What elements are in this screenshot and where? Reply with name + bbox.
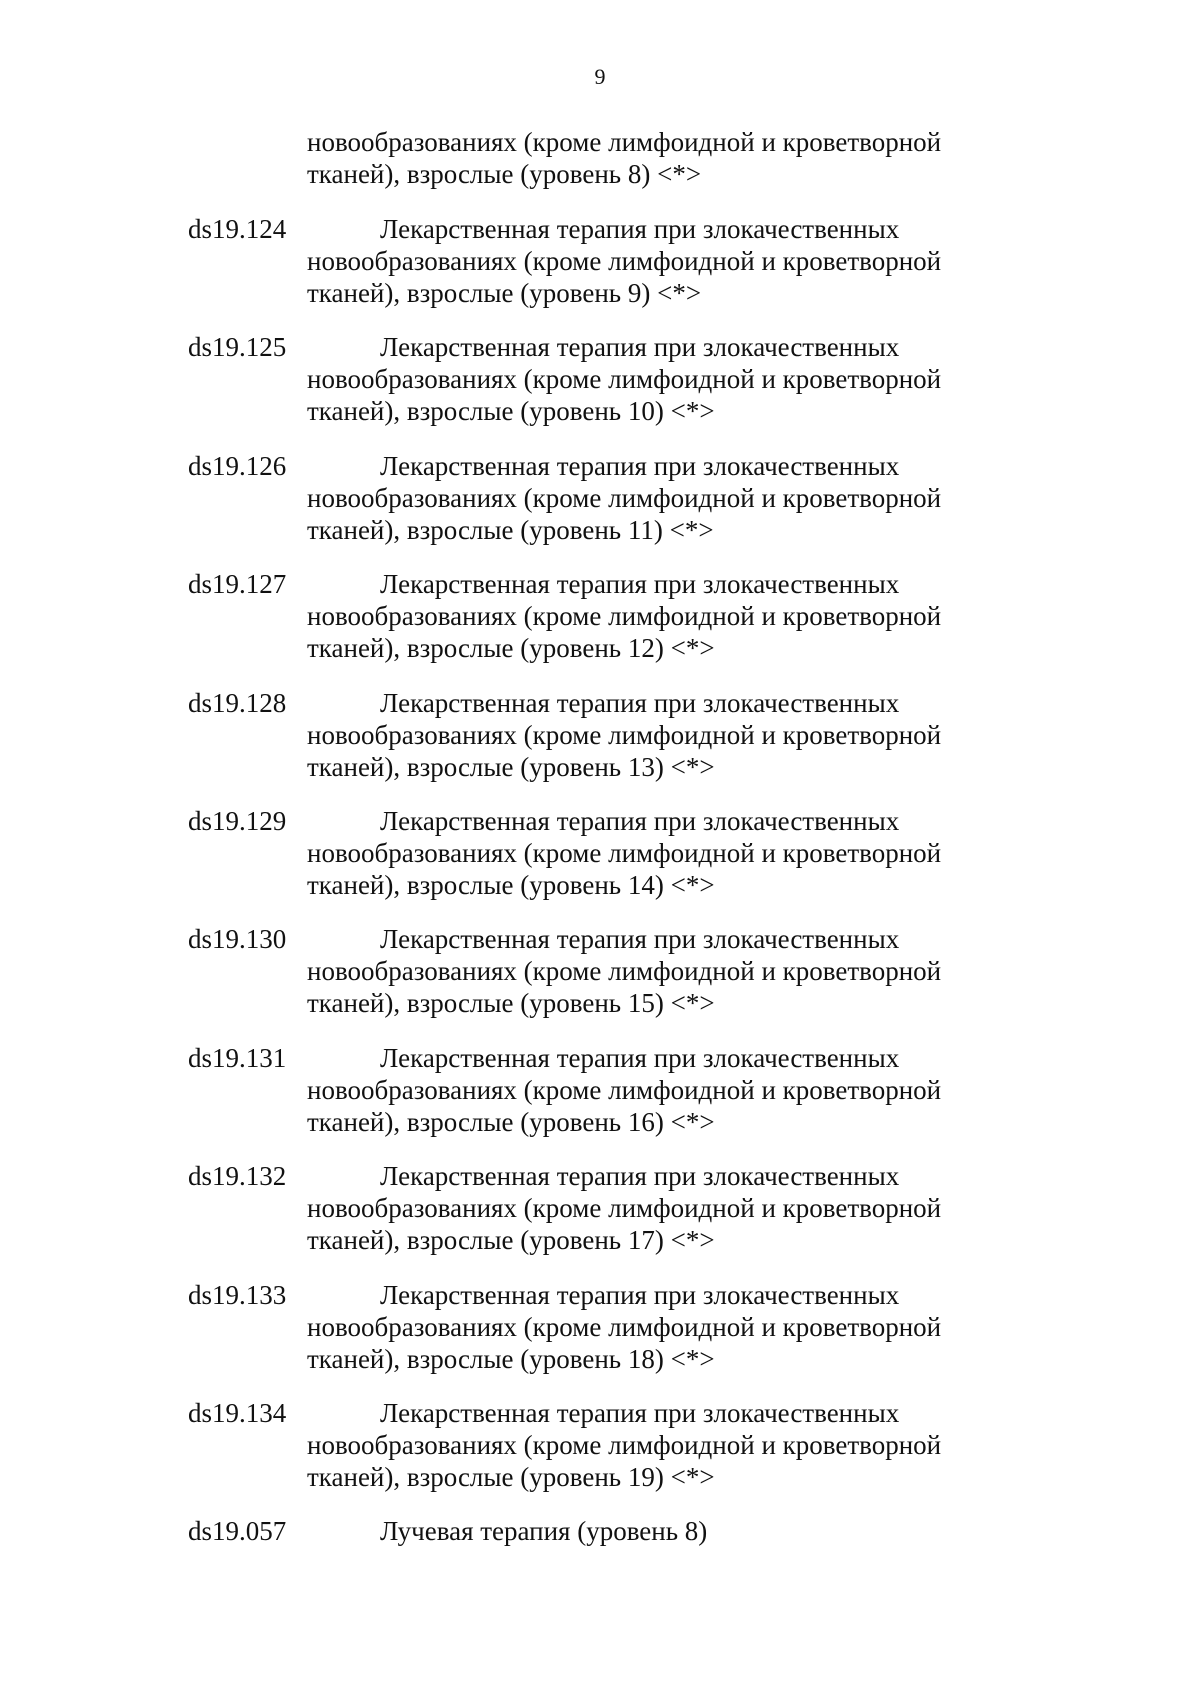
entry-line-1: Лекарственная терапия при злокачественных: [380, 569, 900, 600]
entry-code: ds19.134: [188, 1397, 287, 1428]
entry-description: [307, 450, 997, 546]
entry-line-3: тканей), взрослые (уровень 18) <*>: [307, 1343, 715, 1374]
entry-line-1: Лекарственная терапия при злокачественных: [380, 214, 900, 244]
entry-description: [307, 687, 997, 783]
entry-line-2: новообразованиях (кроме лимфоидной и кроветворной: [307, 956, 942, 987]
entry-code: ds19.125: [188, 332, 287, 363]
entry-line-1: Лекарственная терапия при злокачественных: [380, 805, 900, 836]
entry-line-2: новообразованиях (кроме лимфоидной и кроветворной: [307, 837, 942, 868]
entry-code: ds19.057: [188, 1516, 287, 1547]
entry-line-2: новообразованиях (кроме лимфоидной и кроветворной: [307, 1429, 942, 1460]
entry-description: [307, 1279, 997, 1375]
list-item: [0, 1515, 1200, 1633]
list-item: [0, 923, 1200, 1041]
entry-line-2: новообразованиях (кроме лимфоидной и кроветворной: [307, 482, 942, 513]
entry-description: [307, 923, 997, 1019]
entry-line-2: новообразованиях (кроме лимфоидной и кроветворной: [307, 1193, 942, 1224]
entry-line-3: тканей), взрослые (уровень 10) <*>: [307, 396, 715, 427]
entry-line-2: новообразованиях (кроме лимфоидной и кроветворной: [307, 246, 942, 276]
entry-line-3: тканей), взрослые (уровень 11) <*>: [307, 514, 714, 545]
entry-code: ds19.127: [188, 569, 287, 600]
entry-description: [307, 1397, 997, 1493]
continued-entry-text: [307, 126, 1007, 190]
list-item: [0, 1397, 1200, 1515]
entry-code: ds19.124: [188, 214, 287, 244]
entry-line-3: тканей), взрослые (уровень 15) <*>: [307, 988, 715, 1019]
continued-line-2: тканей), взрослые (уровень 8) <*>: [307, 159, 702, 189]
entry-code: ds19.128: [188, 687, 287, 718]
entry-description: [307, 1515, 997, 1547]
entry-line-2: новообразованиях (кроме лимфоидной и кроветворной: [307, 719, 942, 750]
entry-line-1: Лучевая терапия (уровень 8): [380, 1516, 708, 1547]
entry-description: [307, 805, 997, 901]
entry-code: ds19.130: [188, 924, 287, 955]
entry-line-1: Лекарственная терапия при злокачественных: [380, 332, 900, 363]
list-item: [0, 213, 1200, 331]
continued-line-1: новообразованиях (кроме лимфоидной и кроветворной: [307, 127, 942, 157]
entry-description: [307, 331, 997, 427]
entry-line-1: Лекарственная терапия при злокачественных: [380, 1279, 900, 1310]
entry-code: ds19.131: [188, 1042, 287, 1073]
list-item: [0, 568, 1200, 686]
entry-code: ds19.133: [188, 1279, 287, 1310]
entry-line-3: тканей), взрослые (уровень 12) <*>: [307, 633, 715, 664]
entry-description: [307, 568, 997, 664]
entry-line-3: тканей), взрослые (уровень 19) <*>: [307, 1461, 715, 1492]
entry-line-2: новообразованиях (кроме лимфоидной и кроветворной: [307, 1074, 942, 1105]
entry-description: [307, 1042, 997, 1138]
list-item: [0, 1279, 1200, 1397]
list-item: [0, 805, 1200, 923]
page-number: 9: [594, 64, 606, 89]
list-item: [0, 450, 1200, 568]
entry-code: ds19.132: [188, 1161, 287, 1192]
entry-line-3: тканей), взрослые (уровень 14) <*>: [307, 869, 715, 900]
entry-description: [307, 213, 997, 309]
entry-line-1: Лекарственная терапия при злокачественных: [380, 687, 900, 718]
entry-description: [307, 1160, 997, 1256]
list-item: [0, 1042, 1200, 1160]
entry-line-3: тканей), взрослые (уровень 9) <*>: [307, 278, 702, 308]
entry-line-1: Лекарственная терапия при злокачественных: [380, 924, 900, 955]
entry-code: ds19.129: [188, 805, 287, 836]
entry-line-2: новообразованиях (кроме лимфоидной и кроветворной: [307, 364, 942, 395]
entry-list: [0, 213, 1200, 1634]
entry-line-1: Лекарственная терапия при злокачественных: [380, 1161, 900, 1192]
entry-line-2: новообразованиях (кроме лимфоидной и кроветворной: [307, 601, 942, 632]
list-item: [0, 687, 1200, 805]
entry-line-3: тканей), взрослые (уровень 17) <*>: [307, 1225, 715, 1256]
entry-line-2: новообразованиях (кроме лимфоидной и кроветворной: [307, 1311, 942, 1342]
list-item: [0, 1160, 1200, 1278]
entry-code: ds19.126: [188, 450, 287, 481]
entry-line-1: Лекарственная терапия при злокачественных: [380, 1042, 900, 1073]
entry-line-3: тканей), взрослые (уровень 16) <*>: [307, 1106, 715, 1137]
list-item: [0, 331, 1200, 449]
entry-line-3: тканей), взрослые (уровень 13) <*>: [307, 751, 715, 782]
entry-line-1: Лекарственная терапия при злокачественных: [380, 450, 900, 481]
entry-line-1: Лекарственная терапия при злокачественных: [380, 1397, 900, 1428]
